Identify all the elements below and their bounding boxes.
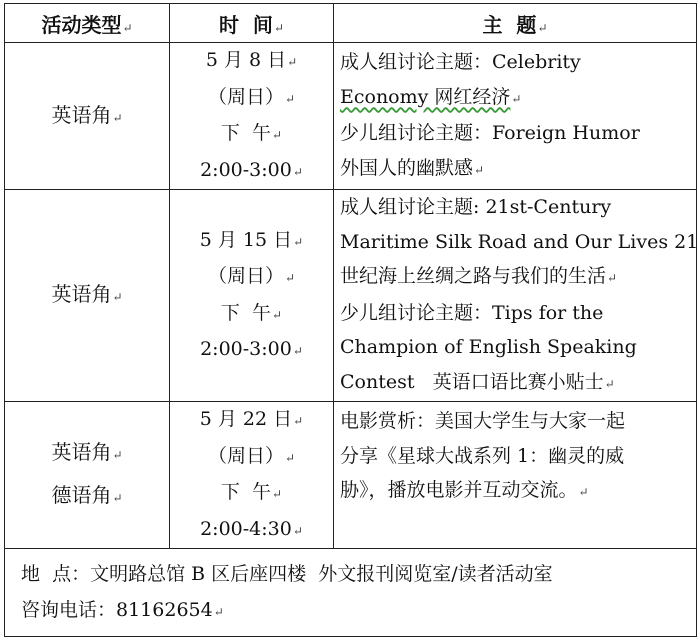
table-row — [5, 43, 697, 190]
time-cell: 5 月 22 日↵ （周日）↵ 下 午↵ 2:00-4:30↵ — [170, 402, 334, 549]
activity-type-cell: 英语角↵ 德语角↵ — [5, 402, 170, 549]
topic-cell: 成人组讨论主题：Celebrity Economy 网红经济↵ 少儿组讨论主题：Foreign Humor 外国人的幽默感↵ — [334, 43, 697, 190]
time-cell: 5 月 15 日↵ （周日）↵ 下 午↵ 2:00-3:00↵ — [170, 190, 334, 402]
header-topic: 主 题↵ — [334, 4, 697, 43]
table-header-row — [5, 4, 697, 43]
topic-cell: 成人组讨论主题: 21st-Century Maritime Silk Road and Our Lives 21 世纪海上丝绸之路与我们的生活↵ 少儿组讨论主题：Tips for the Champion of English Speaking Contest 英语口语比赛小贴士↵ — [334, 190, 697, 402]
table-row — [5, 190, 697, 402]
header-activity-type: 活动类型↵ — [5, 4, 170, 43]
activity-schedule-table — [4, 3, 697, 637]
location-text: 地 点：文明路总馆 B 区后座四楼 外文报刊阅览室/读者活动室 — [21, 562, 553, 585]
header-time: 时 间↵ — [170, 4, 334, 43]
topic-cell: 电影赏析：美国大学生与大家一起 分享《星球大战系列 1：幽灵的威 胁》，播放电影并互动交流。↵ — [334, 402, 697, 549]
table-footer-row — [5, 549, 697, 637]
activity-type-cell: 英语角↵ — [5, 43, 170, 190]
activity-type-cell: 英语角↵ — [5, 190, 170, 402]
table-row — [5, 402, 697, 549]
footer-info-cell — [5, 549, 697, 637]
time-cell: 5 月 8 日↵ （周日）↵ 下 午↵ 2:00-3:00↵ — [170, 43, 334, 190]
phone-text: 咨询电话：81162654↵ — [21, 598, 224, 621]
